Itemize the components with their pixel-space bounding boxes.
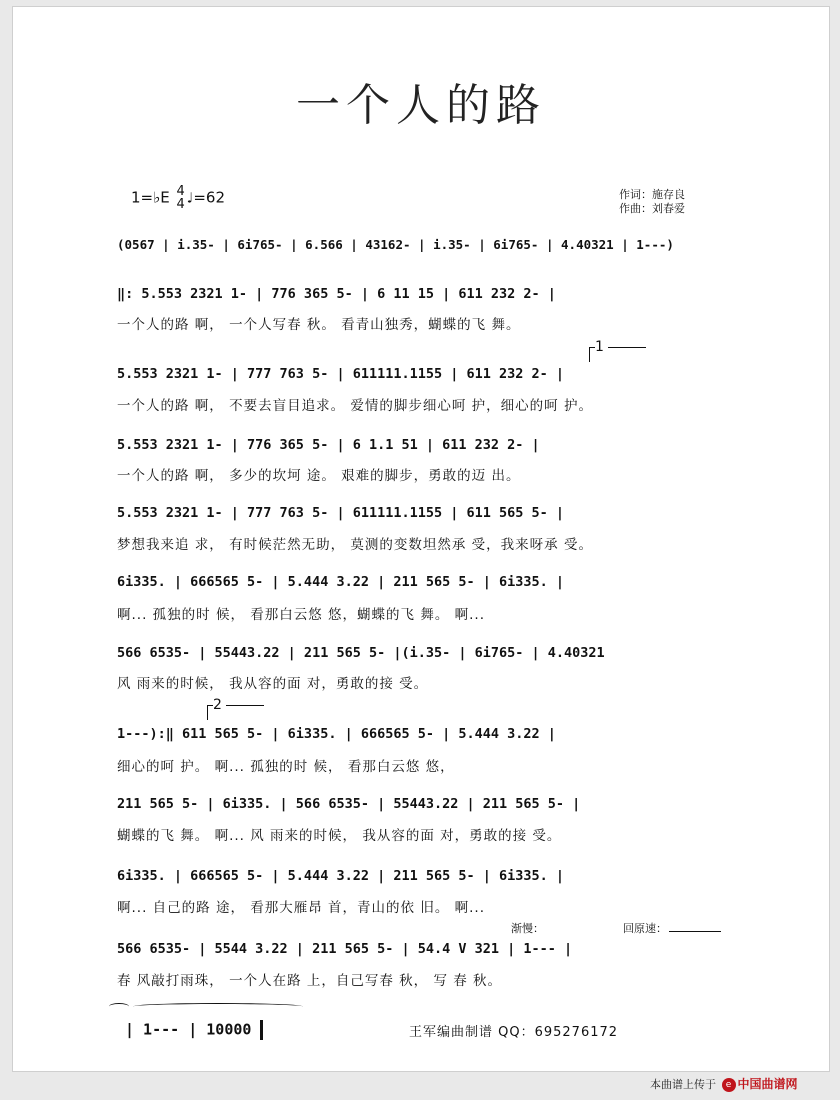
- key-prefix: 1=: [131, 188, 154, 207]
- lyrics-row-6: 风 雨来的时候， 我从容的面 对，勇敢的接 受。: [117, 676, 429, 692]
- time-signature: [176, 185, 184, 211]
- final-measures: [125, 1020, 263, 1040]
- key-note: ♭E: [153, 188, 170, 207]
- score-row-1: ‖: 5.553 2321 1- | 776 365 5- | 6 11 15 | 611 232 2- |: [117, 286, 556, 302]
- end-barline: [260, 1020, 263, 1040]
- volta-1: [595, 339, 646, 355]
- lyrics-row-4: 梦想我来追 求， 有时候茫然无助， 莫测的变数坦然承 受，我来呀承 受。: [117, 537, 593, 553]
- time-bottom: 4: [176, 197, 185, 212]
- quarter-note-icon: ♩: [186, 190, 194, 207]
- lyrics-row-9: 啊... 自己的路 途， 看那大雁昂 首，青山的依 旧。 啊...: [117, 900, 485, 916]
- score-row-intro: (0567 | i.35- | 6i765- | 6.566 | 43162- | i.35- | 6i765- | 4.40321 | 1---): [117, 237, 674, 252]
- score-row-7: 1---):‖ 611 565 5- | 6i335. | 666565 5- | 5.444 3.22 |: [117, 726, 556, 742]
- resume-tempo-label: 回原速：: [623, 922, 667, 935]
- score-row-8: 211 565 5- | 6i335. | 566 6535- | 55443.22 | 211 565 5- |: [117, 796, 581, 812]
- lyrics-row-8: 蝴蝶的飞 舞。 啊... 风 雨来的时候， 我从容的面 对，勇敢的接 受。: [117, 828, 562, 844]
- score-row-10: 566 6535- | 5544 3.22 | 211 565 5- | 54.4 V 321 | 1--- |: [117, 941, 573, 957]
- score-row-9: 6i335. | 666565 5- | 5.444 3.22 | 211 565 5- | 6i335. |: [117, 868, 565, 884]
- score-sheet: [12, 6, 830, 1072]
- score-row-5: 6i335. | 666565 5- | 5.444 3.22 | 211 565 5- | 6i335. |: [117, 574, 565, 590]
- lyrics-row-1: 一个人的路 啊， 一个人写春 秋。 看青山独秀，蝴蝶的飞 舞。: [117, 317, 521, 333]
- tie-arc: [133, 1003, 303, 1010]
- lyrics-row-3: 一个人的路 啊， 多少的坎坷 途。 艰难的脚步，勇敢的迈 出。: [117, 468, 521, 484]
- volta-2-label: 2: [213, 697, 222, 713]
- volta-1-label: 1: [595, 339, 604, 355]
- lyrics-row-2: 一个人的路 啊， 不要去盲目追求。 爱情的脚步细心呵 护，细心的呵 护。: [117, 398, 593, 414]
- final-notes: | 1--- | 10000: [125, 1020, 261, 1039]
- site-brand[interactable]: 中国曲谱网: [737, 1077, 798, 1091]
- publisher-credit: 王军编曲制谱 QQ：695276172: [409, 1025, 619, 1040]
- lyricist: 作词：施存良: [619, 188, 685, 201]
- resume-tempo-mark: [623, 920, 721, 936]
- composer: 作曲：刘春爱: [619, 202, 685, 215]
- lyrics-row-7: 细心的呵 护。 啊... 孤独的时 候， 看那白云悠 悠，: [117, 759, 455, 775]
- footer-prefix: 本曲谱上传于: [650, 1078, 716, 1091]
- tempo-value: =62: [193, 188, 226, 207]
- score-row-3: 5.553 2321 1- | 776 365 5- | 6 1.1 51 | 611 232 2- |: [117, 437, 540, 453]
- lyrics-row-5: 啊... 孤独的时 候， 看那白云悠 悠，蝴蝶的飞 舞。 啊...: [117, 607, 485, 623]
- time-top: 4: [176, 184, 185, 199]
- site-footer: [650, 1075, 798, 1092]
- score-row-6: 566 6535- | 55443.22 | 211 565 5- |(i.35- | 6i765- | 4.40321: [117, 645, 605, 661]
- tie-arc: [109, 1003, 129, 1010]
- score-row-4: 5.553 2321 1- | 777 763 5- | 611111.1155 | 611 565 5- |: [117, 505, 565, 521]
- site-logo-icon: e: [722, 1078, 736, 1092]
- volta-2: [213, 697, 264, 713]
- lyrics-row-10: 春 风敲打雨珠， 一个人在路 上，自己写春 秋， 写 春 秋。: [117, 973, 503, 989]
- song-title: 一个人的路: [296, 80, 546, 131]
- key-signature: [131, 185, 225, 211]
- score-row-2: 5.553 2321 1- | 777 763 5- | 611111.1155 | 611 232 2- |: [117, 366, 565, 382]
- credits: [619, 188, 685, 216]
- slow-down-mark: 渐慢：: [511, 922, 544, 935]
- page-flap: [13, 169, 133, 357]
